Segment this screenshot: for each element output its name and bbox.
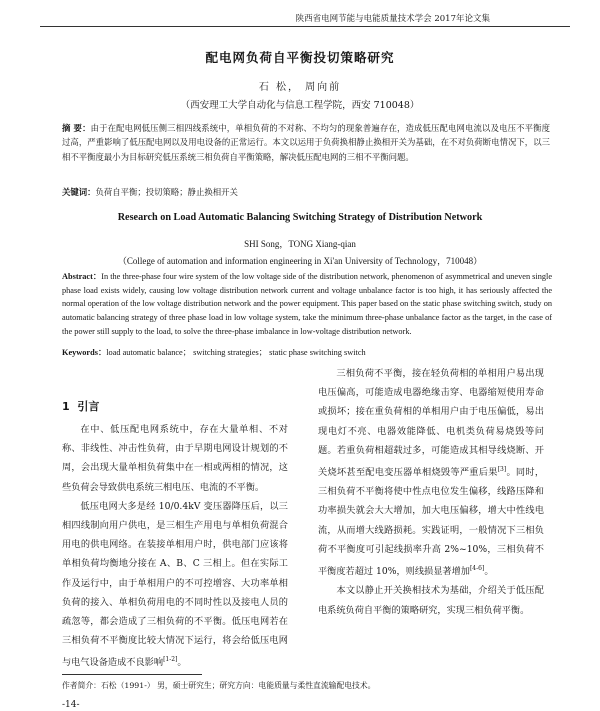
page-number: -14- xyxy=(62,700,80,710)
keywords-english xyxy=(62,346,552,358)
body-paragraph: 在中、低压配电网系统中，存在大量单相、不对称、非线性、冲击性负荷，由于早期电网设计规划的不周，会出现大量单相负荷集中在一相或两相的情况，这些负荷会导致供电系统三相电压、电流的不平衡。 xyxy=(62,424,288,493)
section-heading-introduction xyxy=(62,398,99,414)
keywords-english-text: load automatic balance； switching strategies； static phase switching switch xyxy=(106,348,366,357)
affiliation-english: （College of automation and information engineering in Xi'an University of Technology，710048） xyxy=(117,256,483,266)
body-paragraph-text: 低压电网大多是经 10/0.4kV 变压器降压后，以三相四线制向用户供电，是三相生产用电与单相负荷混合用电的供电网络。在装接单相用户时，供电部门应该将单相负荷均衡地分接在 A、B、C 三相上。但在实际工作及运行中，由于单相用户的不可控增容、大功率单相负荷的接入、单相负荷用电的不同时性以及接电人员的疏忽等，都会造成了三相负荷的不平衡。低压电网若在三相负荷不平衡度比较大情况下运行，将会给低压电网与电气设备造成不良影响 xyxy=(62,500,288,669)
body-paragraph: 本文以静止开关换相技术为基础，介绍关于低压配电系统负荷自平衡的策略研究，实现三相负荷平衡。 xyxy=(318,585,544,616)
citation-ref: [1-2] xyxy=(163,656,178,664)
body-paragraph xyxy=(62,497,288,673)
body-column-left xyxy=(62,420,288,673)
abstract-english xyxy=(62,270,552,339)
body-paragraph-text: 三相负荷不平衡，接在轻负荷相的单相用户易出现电压偏高，可能造成电器绝缘击穿、电器缩短使用寿命或损坏；接在重负荷相的单相用户由于电压偏低，易出现电灯不亮、电器效能降低、电机类负荷易烧毁等问题。若重负荷相超载过多，可能造成其相导线烧断、开关烧坏甚至配电变压器单相烧毁等严重后果 xyxy=(318,368,544,479)
keywords-chinese-label: 关键词： xyxy=(62,187,96,197)
title-english: Research on Load Automatic Balancing Switching Strategy of Distribution Network xyxy=(117,212,483,223)
paragraph-end-punct: 。 xyxy=(484,566,494,578)
affiliation-chinese: （西安理工大学自动化与信息工程学院，西安 710048） xyxy=(180,100,420,111)
body-paragraph-text: 。同时，三相负荷不平衡将使中性点电位发生偏移，线路压降和功率损失就会大大增加，加大电压偏移，增大中性线电流，从而增大线路损耗。实践证明，一般情况下三相负荷不平衡度可引起线损率升高 2%~10%，三相负荷不平衡度若超过 10%，则线损显著增加 xyxy=(318,467,545,578)
footnote-rule xyxy=(62,674,202,675)
body-paragraph xyxy=(318,364,544,581)
abstract-chinese xyxy=(62,121,550,164)
author-footnote: 作者简介：石松（1991-） 男，硕士研究生；研究方向：电能质量与柔性直流输配电技术。 xyxy=(62,681,376,690)
keywords-chinese-text: 负荷自平衡；投切策略；静止换相开关 xyxy=(95,187,238,197)
paragraph-end-punct: 。 xyxy=(177,657,187,669)
body-column-right xyxy=(318,364,544,620)
authors-english: SHI Song，TONG Xiang-qian xyxy=(244,239,356,249)
section-number: 1 xyxy=(62,400,70,413)
abstract-english-text: In the three-phase four wire system of the low voltage side of the distribution network, phenomenon of asymmetrical and uneven single phase load exists widely, causing low voltage distribution network current and voltage unbalance factor is too high, it has seriously affected the normal operation of the low voltage distribution network and the power equipment. This paper based on the static phase switching switch, study on automatic balancing strategy of three phase load in low voltage system, take the minimum three-phase unbalance factor as the target, in the case of the power still supply to the load, to solve the three-phase imbalance in low-voltage distribution network. xyxy=(62,272,553,336)
abstract-chinese-text: 由于在配电网低压侧三相四线系统中，单相负荷的不对称、不均匀的现象普遍存在，造成低压配电网电流以及电压不平衡度过高，严重影响了低压配电网以及用电设备的正常运行。本文以运用于负荷换相静止换相开关为基础，在不对负荷断电情况下，以三相不平衡度最小为目标研究低压系统三相负荷自平衡策略，解决低压配电网的三相不平衡问题。 xyxy=(62,123,551,162)
header-rule xyxy=(40,26,570,27)
keywords-chinese xyxy=(62,186,550,198)
title-chinese: 配电网负荷自平衡投切策略研究 xyxy=(205,50,395,65)
abstract-chinese-label: 摘 要： xyxy=(62,123,91,133)
citation-ref: [3] xyxy=(497,466,507,474)
running-header: 陕西省电网节能与电能质量技术学会 2017年论文集 xyxy=(295,14,490,24)
citation-ref: [4-6] xyxy=(469,565,485,573)
section-title: 引言 xyxy=(77,400,100,413)
keywords-english-label: Keywords： xyxy=(62,348,107,357)
abstract-english-label: Abstract： xyxy=(62,272,102,281)
authors-chinese: 石 松， 周向前 xyxy=(258,82,342,93)
